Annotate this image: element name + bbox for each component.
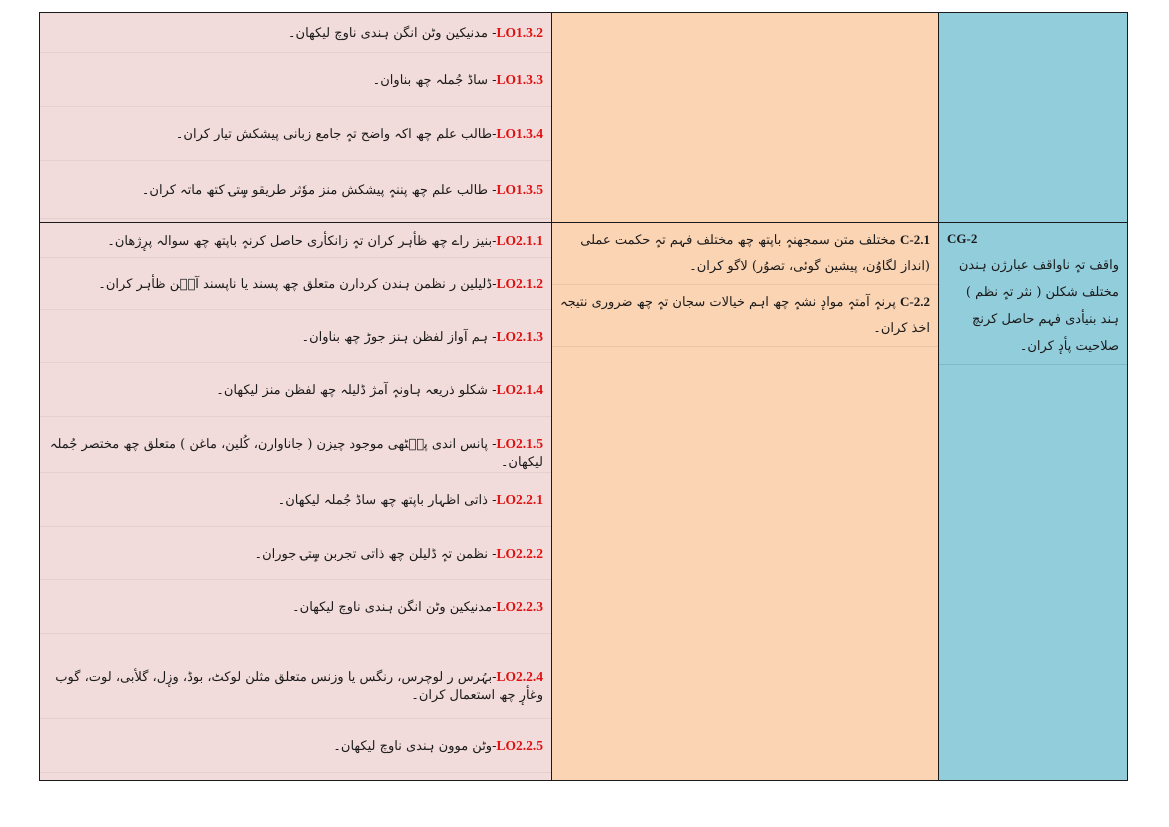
learning-outcome-text: - مدنیکین وٹن انگن ہندی ناوچ لیکھان۔	[287, 26, 497, 41]
learning-outcome-text: - ساڈ جُملہ چھ بناوان۔	[372, 73, 497, 88]
curriculum-table	[39, 12, 1128, 781]
learning-outcome-item	[40, 417, 551, 473]
learning-outcome-item	[40, 310, 551, 363]
competency-code: C-2.1	[900, 232, 930, 247]
learning-outcome-text: -ڈلیلین ر نظمن ہندن کردارن متعلق چھ پسند یا ناپسند آٮ۪ن ظأہر کران۔	[98, 277, 497, 292]
learning-outcome-code: LO2.1.1	[496, 232, 543, 248]
learning-outcome-code: LO2.2.1	[496, 492, 543, 507]
learning-outcomes-cell	[40, 13, 552, 223]
learning-outcome-item	[40, 107, 551, 161]
learning-outcome-text: -وٹن موون ہندی ناوچ لیکھان۔	[333, 739, 497, 754]
curricular-goal	[939, 223, 1127, 365]
learning-outcome-item	[40, 527, 551, 580]
learning-outcome-item	[40, 53, 551, 107]
learning-outcome-code: LO2.1.3	[496, 328, 543, 344]
learning-outcome-code: LO2.1.4	[496, 382, 543, 397]
learning-outcome-code: LO2.1.2	[496, 276, 543, 291]
learning-outcome-code: LO2.2.2	[496, 545, 543, 561]
learning-outcome-item	[40, 363, 551, 417]
competency-code: C-2.2	[900, 294, 930, 309]
learning-outcome-item	[40, 719, 551, 773]
learning-outcome-item	[40, 13, 551, 53]
learning-outcome-code: LO2.2.4	[496, 668, 543, 684]
learning-outcome-code: LO1.3.3	[496, 72, 543, 87]
table-row	[40, 13, 1128, 223]
learning-outcome-text: - نظمن تہٕ ڈلیلن چھ ذاتی تجربن سٟتۍ جوران۔	[254, 546, 497, 562]
learning-outcome-item	[40, 473, 551, 527]
competency-text: پرنہٕ آمتہٕ موادٕ نشہٕ چھ اہم خیالات سجان تہٕ چھ ضروری نتیجہ اخذ کران۔	[559, 295, 930, 336]
learning-outcome-text: -بہُرس ر لوچرس، رنگس یا وزنس متعلق مثلن لوکٹ، بوڈ، وزٕل، گلأبی، لوت، گوب وغأرٕ چھ استعمال کران۔	[55, 669, 543, 703]
learning-outcome-code: LO1.3.2	[496, 25, 543, 40]
learning-outcome-item	[40, 634, 551, 719]
learning-outcome-text: - پانس اندی پٮ۪ٹھی موجود چیزن ( جاناوارن، کُلین، ماغن ) متعلق چھ مختصر جُملہ لیکھان۔	[49, 437, 543, 470]
competency-cell-empty	[552, 13, 939, 223]
learning-outcome-code: LO2.2.5	[496, 738, 543, 753]
learning-outcome-text: - ہم آواز لفظن ہنز جوڑ چھ بناوان۔	[301, 329, 497, 345]
learning-outcome-text: - ذاتی اظہار باپتھ چھ ساڈ جُملہ لیکھان۔	[277, 493, 497, 508]
learning-outcome-item	[40, 258, 551, 310]
learning-outcome-item	[40, 580, 551, 634]
learning-outcome-text: - شکلو ذریعہ ہاونہٕ آمژ ڈلیلہ چھ لفظن منز لیکھان۔	[216, 383, 497, 398]
learning-outcome-text: - طالب علم چھ پننہٕ پیشکش منز موٗثر طریقو سٟتۍ کتھ ماتہ کران۔	[141, 183, 497, 198]
curricular-goal-cell-empty	[939, 13, 1128, 223]
learning-outcome-code: LO2.1.5	[496, 436, 543, 451]
curricular-goal-text: واقف تہٕ ناواقف عبارژن ہندن مختلف شکلن ( نثر تہٕ نظم ) ہند بنیأدی فہم حاصل کرنچ صلاحیت پأدٕ کران۔	[958, 258, 1119, 354]
table-row	[40, 223, 1128, 781]
learning-outcome-text: -بنیز راے چھ ظأہر کران تہٕ زانکأری حاصل کرنہٕ باپتھ چھ سوالہ پرٕژھان۔	[107, 233, 497, 249]
competency-item	[552, 223, 938, 285]
learning-outcome-code: LO2.2.3	[496, 599, 543, 614]
learning-outcome-text: -طالب علم چھ اکہ واضح تہٕ جامع زبانی پیشکش تیار کران۔	[175, 127, 497, 142]
competency-text: مختلف متن سمجھنہٕ باپتھ چھ مختلف فہم تہٕ حکمت عملی (انداز لگاوُن، پیشین گوئی، تصوُر) لاگو کران۔	[580, 233, 930, 274]
curricular-goal-cell	[939, 223, 1128, 781]
competency-cell	[552, 223, 939, 781]
learning-outcome-item	[40, 223, 551, 258]
learning-outcome-text: -مدنیکین وٹن انگن ہندی ناوچ لیکھان۔	[292, 600, 497, 615]
learning-outcome-code: LO1.3.4	[496, 126, 543, 141]
learning-outcomes-cell	[40, 223, 552, 781]
competency-item	[552, 285, 938, 347]
learning-outcome-item	[40, 161, 551, 219]
curricular-goal-code: CG-2	[947, 231, 978, 246]
learning-outcome-code: LO1.3.5	[496, 182, 543, 197]
